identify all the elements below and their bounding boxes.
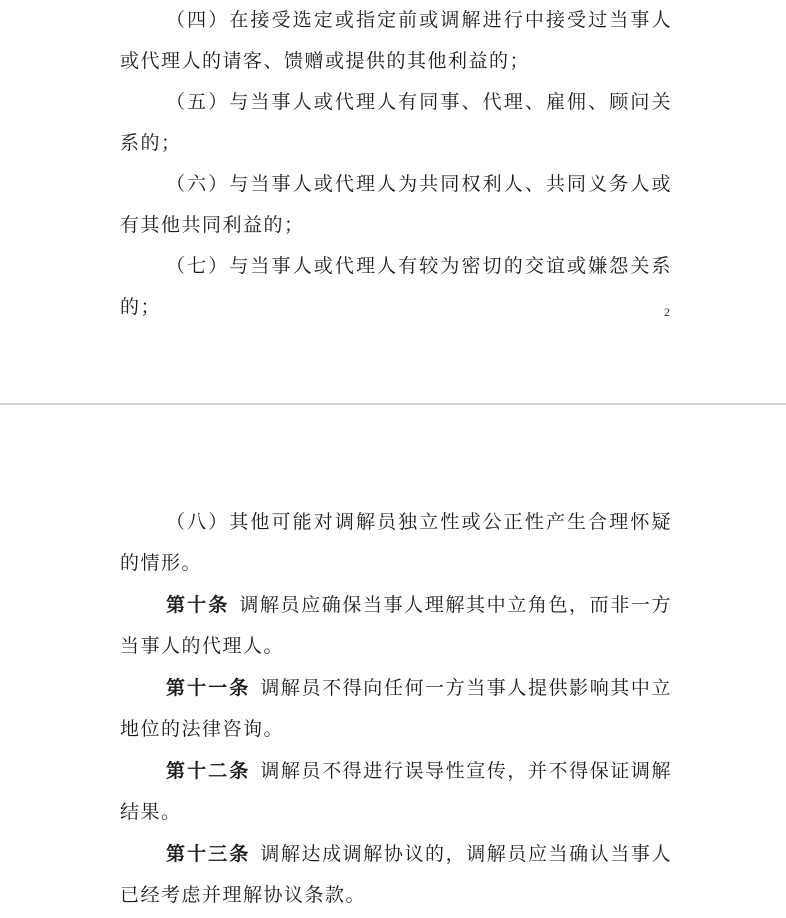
document-page-bottom: [0, 405, 786, 918]
item-marker: （四）: [166, 9, 230, 31]
article-text: 调解员不得进行误导性宣传，并不得保证调解结果。: [120, 760, 672, 823]
item-text: 与当事人或代理人为共同权利人、共同义务人或有其他共同利益的；: [120, 173, 672, 236]
article-label: 第十三条: [166, 843, 251, 865]
article-twelve: [120, 751, 672, 833]
item-marker: （八）: [166, 511, 230, 533]
item-text: 与当事人或代理人有较为密切的交谊或嫌怨关系的；: [120, 255, 672, 318]
item-marker: （五）: [166, 91, 230, 113]
list-item-eight: [120, 502, 672, 584]
item-marker: （七）: [166, 255, 230, 277]
item-text: 其他可能对调解员独立性或公正性产生合理怀疑的情形。: [120, 511, 672, 574]
article-ten: [120, 585, 672, 667]
article-eleven: [120, 668, 672, 750]
article-label: 第十二条: [166, 760, 251, 782]
article-label: 第十条: [166, 594, 230, 616]
document-page-top: [0, 0, 786, 403]
list-item-seven: [120, 246, 672, 328]
article-text: 调解员应确保当事人理解其中立角色，而非一方当事人的代理人。: [120, 594, 672, 657]
list-item-six: [120, 164, 672, 246]
list-item-four: [120, 0, 672, 82]
article-text: 调解达成调解协议的，调解员应当确认当事人已经考虑并理解协议条款。: [120, 843, 672, 906]
article-label: 第十一条: [166, 677, 251, 699]
article-text: 调解员不得向任何一方当事人提供影响其中立地位的法律咨询。: [120, 677, 672, 740]
page-number: 2: [664, 305, 670, 319]
item-text: 在接受选定或指定前或调解进行中接受过当事人或代理人的请客、馈赠或提供的其他利益的；: [120, 9, 672, 72]
list-item-five: [120, 82, 672, 164]
item-marker: （六）: [166, 173, 230, 195]
article-thirteen: [120, 834, 672, 916]
item-text: 与当事人或代理人有同事、代理、雇佣、顾问关系的；: [120, 91, 672, 154]
